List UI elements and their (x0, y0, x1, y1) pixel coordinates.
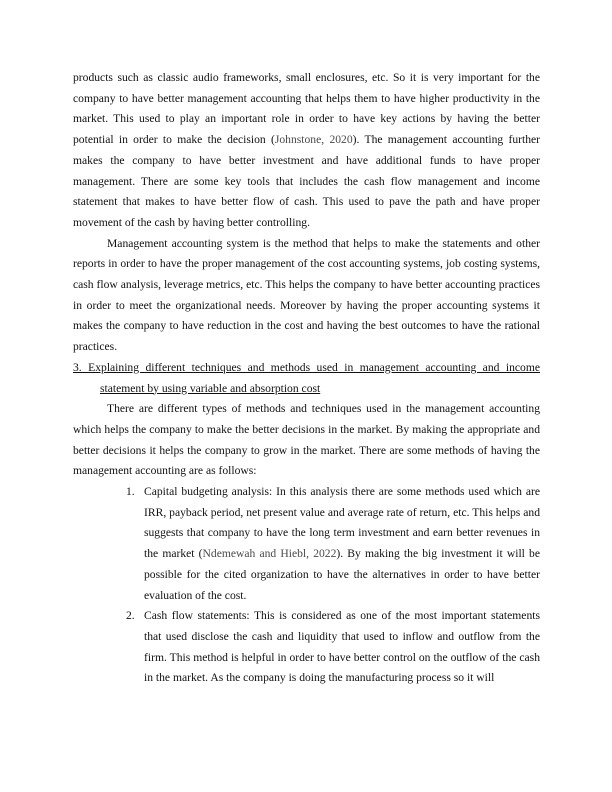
list-item-capital-budgeting (73, 482, 540, 606)
section-heading: 3. Explaining different techniques and methods used in management accounting and income statement by using variable and absorption cost (73, 360, 540, 395)
list-number: 2. (126, 609, 135, 623)
citation-link: Ndemewah and Hiebl, 2022 (202, 547, 337, 561)
paragraph-text: products such as classic audio frameworks, small enclosures, etc. So it is very important for the company to have better management accounting that helps them to have higher productivity in the market. This used to play an important role in order to have key actions by having the better potential in order to make the decision ( (73, 71, 540, 147)
paragraph-management-accounting-system: Management accounting system is the method that helps to make the statements and other reports in order to have the proper management of the cost accounting systems, job costing systems, cash flow analysis, leverage metrics, etc. This helps the company to have better accounting practices in order to meet the organizational needs. Moreover by having the proper accounting systems it makes the company to have reduction in the cost and having the best outcomes to have the rational practices. (73, 236, 540, 354)
list-number: 1. (126, 485, 135, 499)
paragraph-methods-intro: There are different types of methods and techniques used in the management accounting which helps the company to make the better decisions in the market. By making the appropriate and better decisions it helps the company to grow in the market. There are some methods of having the management accounting are as follows: (73, 402, 540, 478)
methods-list (73, 482, 540, 689)
paragraph-intro (73, 68, 540, 234)
citation-link: Johnstone, 2020 (274, 133, 353, 147)
list-item-text: ). By making the big investment it will be possible for the cited organization to have the alternatives in order to have better evaluation of the cost. (144, 547, 540, 602)
paragraph-text: ). The management accounting further makes the company to have better investment and have additional funds to have proper management. There are some key tools that includes the cash flow management and income statement that makes to have better flow of cash. This used to pave the path and have proper movement of the cash by having better controlling. (73, 133, 541, 229)
list-item-cash-flow (73, 606, 540, 689)
list-item-text: Cash flow statements: This is considered as one of the most important statements that used disclose the cash and liquidity that used to inflow and outflow from the firm. This method is helpful in order to have better control on the outflow of the cash in the market. As the company is doing the manufacturing process so it will (144, 609, 540, 685)
list-item-text: Capital budgeting analysis: In this analysis there are some methods used which are IRR, payback period, net present value and average rate of return, etc. This helps and suggests that company to have the long term investment and earn better revenues in the market ( (144, 485, 540, 561)
page-body (73, 68, 540, 689)
